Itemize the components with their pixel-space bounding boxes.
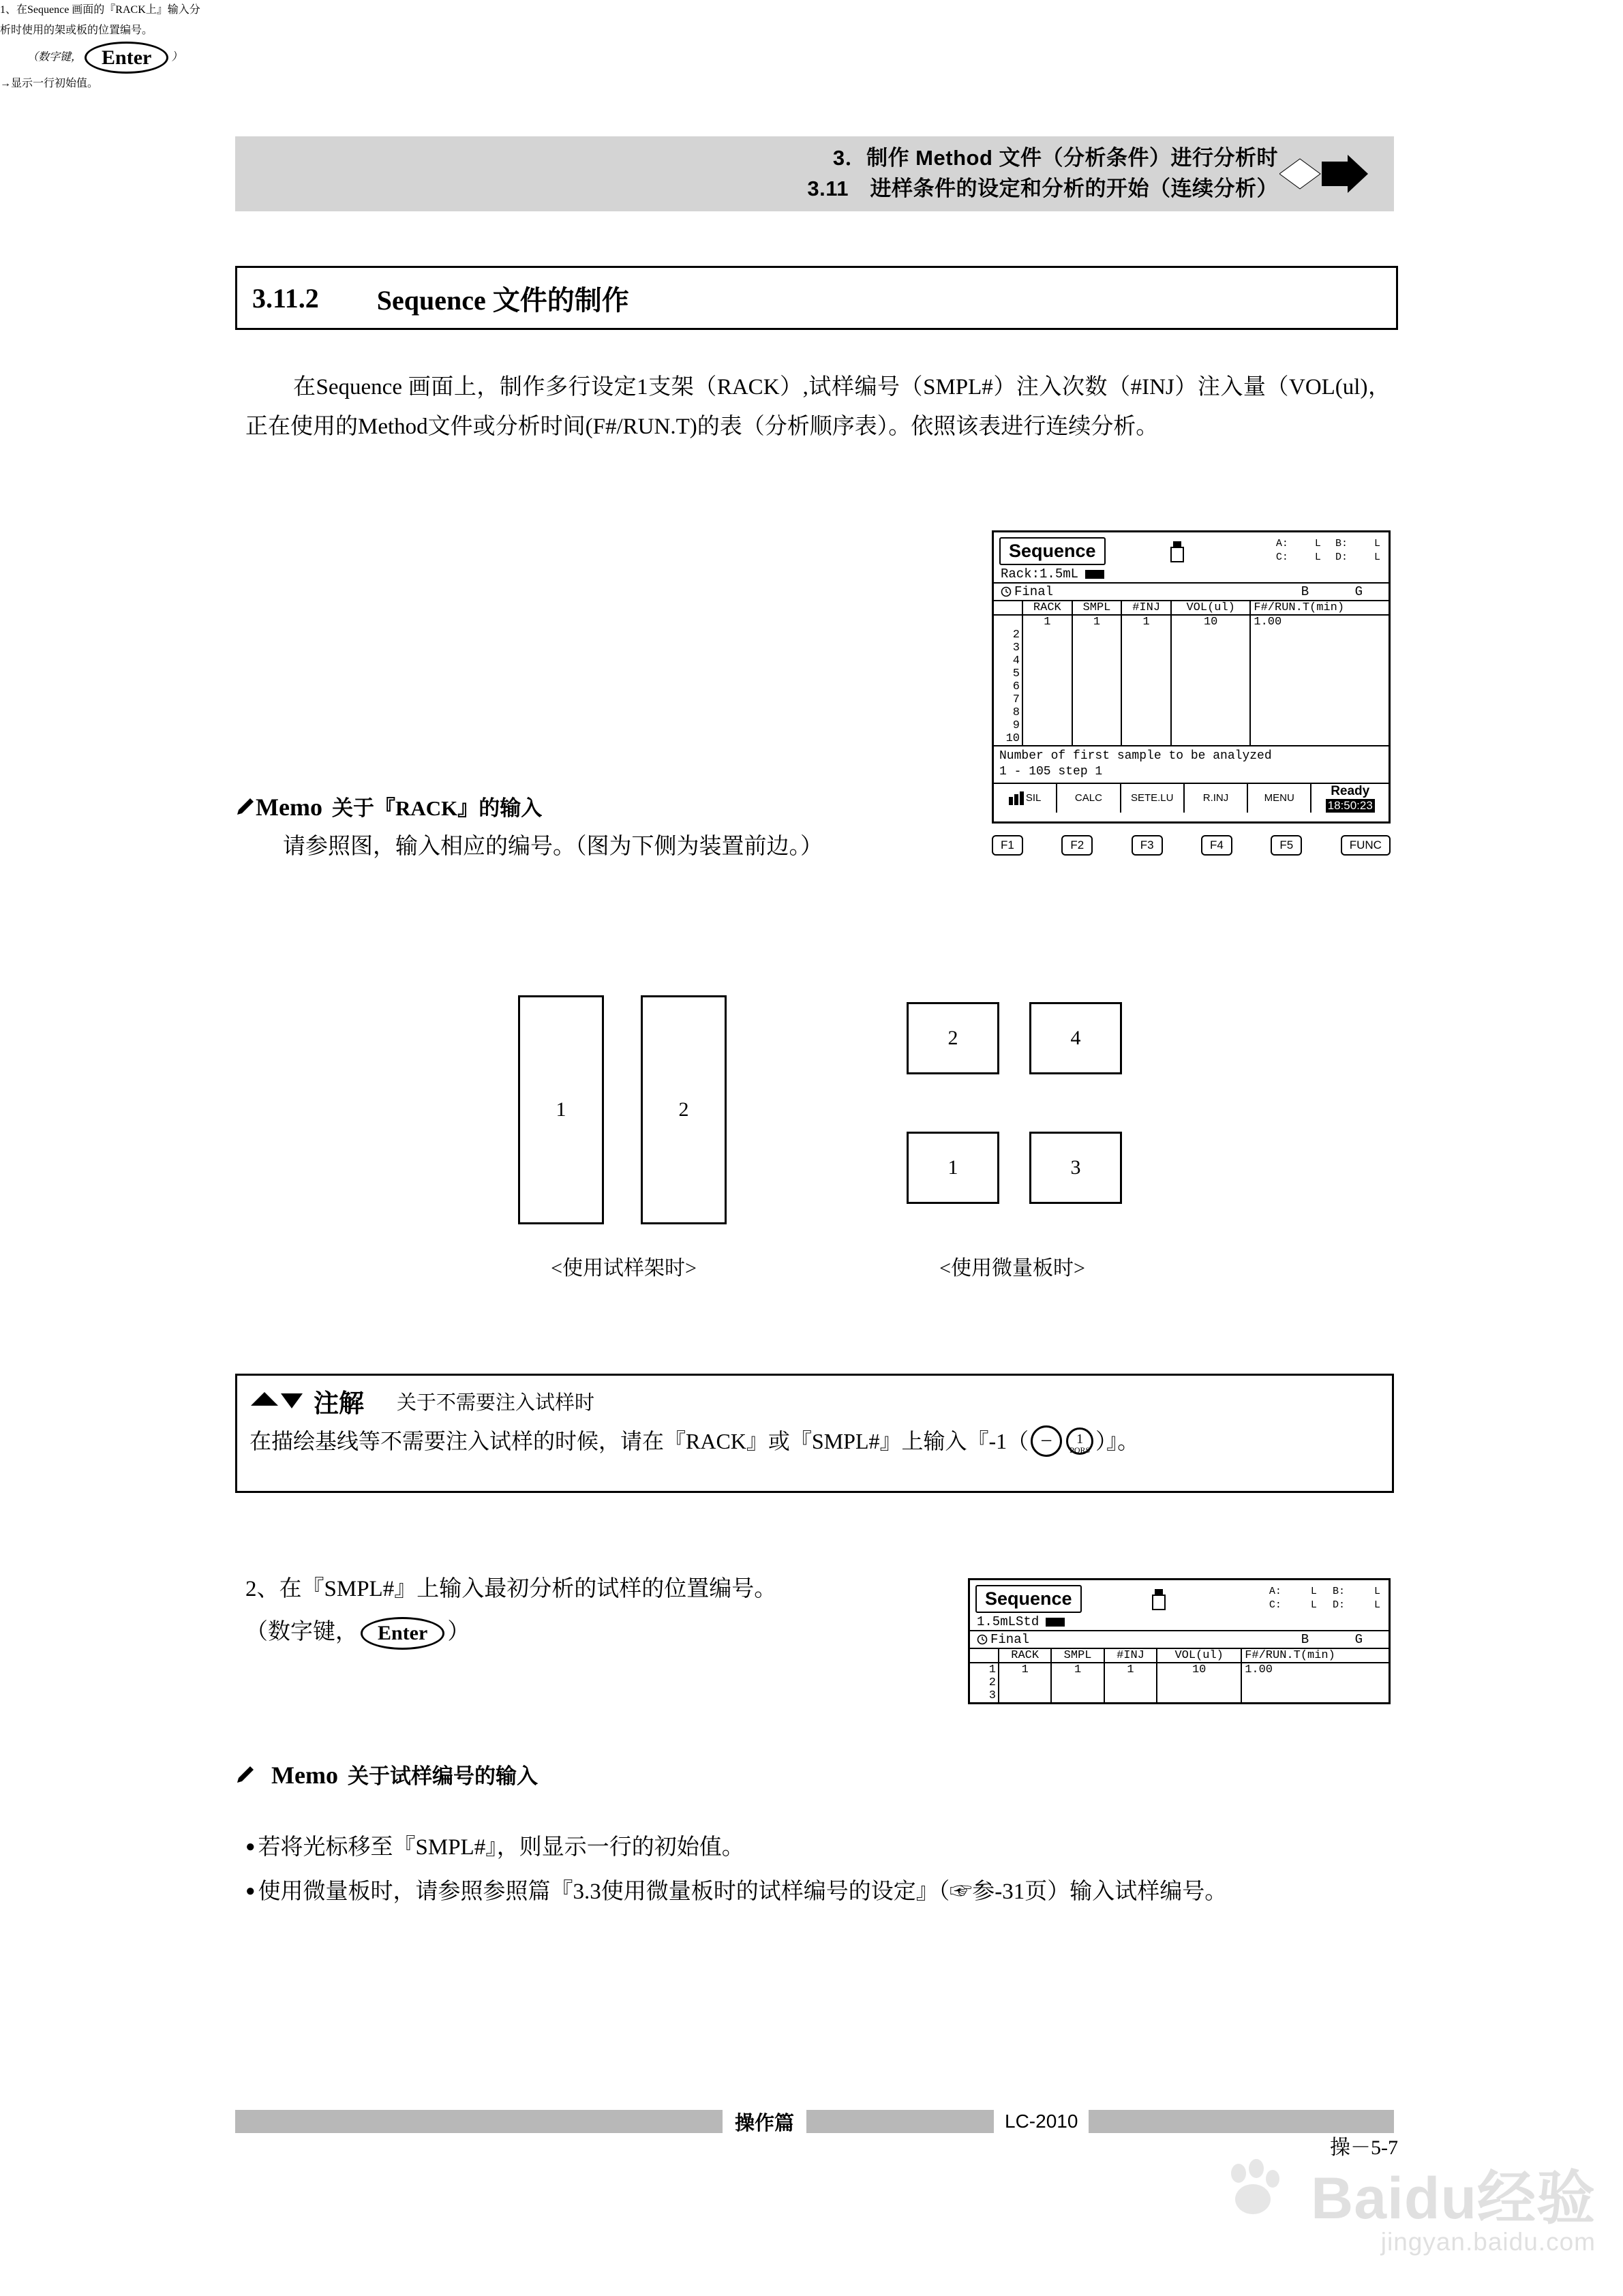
page-title: Sequence 文件的制作	[376, 284, 629, 316]
fkey-f1[interactable]: F1	[992, 835, 1023, 856]
lcd2-status-b-label: B:	[1332, 1586, 1345, 1597]
memo-1-subject: 关于『RACK』的输入	[331, 796, 543, 820]
col-frun: F#/RUN.T(min)	[1250, 601, 1389, 615]
lcd1-rack-value: Rack:1.5mL	[1001, 567, 1079, 581]
vial-icon-2	[1150, 1588, 1168, 1611]
fkey-f5[interactable]: F5	[1271, 835, 1302, 856]
cell-inj	[1121, 654, 1171, 667]
cell-index: 5	[994, 667, 1022, 680]
cell-smpl	[1072, 732, 1122, 745]
table-row	[994, 667, 1389, 680]
lcd2-sequence-table	[970, 1649, 1389, 1702]
cell-frun: 1.00	[1254, 616, 1282, 629]
lcd1-status-b-label: B:	[1335, 538, 1348, 549]
cell-index: 8	[994, 706, 1022, 719]
cell-vol	[1171, 667, 1250, 680]
step-2-block	[245, 1568, 859, 1653]
table-row	[994, 719, 1389, 732]
cell-frun	[1250, 680, 1389, 693]
page-number: 操－5-7	[1330, 2136, 1398, 2159]
table-row	[970, 1663, 1389, 1676]
cell-frun	[1250, 693, 1389, 706]
tray-caption: <使用试样架时>	[551, 1257, 697, 1280]
note-body-part-2: ）』。	[1095, 1429, 1140, 1453]
lcd2-rack-value: 1.5mLStd	[977, 1614, 1040, 1629]
step-1-result: →显示一行初始值。	[0, 78, 99, 90]
memo-1-heading	[235, 791, 815, 821]
arrow-icon	[1279, 153, 1382, 194]
cell-smpl: 1	[1072, 615, 1122, 629]
step-2-keyline-prefix: （数字键，	[245, 1619, 358, 1644]
lcd2-status-d-value: L	[1374, 1599, 1380, 1612]
note-box	[235, 1374, 1394, 1493]
footer-bar-left	[235, 2110, 723, 2133]
enter-key-2: Enter	[361, 1617, 444, 1650]
enter-key: Enter	[85, 42, 168, 74]
cell-rack	[1022, 667, 1072, 680]
cell-inj	[1121, 706, 1171, 719]
memo-1-body: 请参照图，输入相应的编号。（图为下侧为装置前边。）	[283, 834, 823, 859]
cell-rack	[1022, 641, 1072, 654]
cell-index: 2	[994, 629, 1022, 641]
cell-inj	[1121, 641, 1171, 654]
header-line-2: 3.11 进样条件的设定和分析的开始（连续分析）	[807, 177, 1278, 200]
memo-1-title: Memo	[256, 794, 322, 821]
cell-rack	[1022, 719, 1072, 732]
col-rack: RACK	[1022, 601, 1072, 615]
col-smpl: SMPL	[1072, 601, 1122, 615]
lcd1-status-c-value: L	[1314, 552, 1321, 564]
note-heading	[237, 1376, 1392, 1419]
cell-vol	[1171, 641, 1250, 654]
lcd2-status-row-2	[1269, 1599, 1380, 1612]
cell-rack	[1022, 629, 1072, 641]
cell-inj	[1121, 719, 1171, 732]
memo-2-subject: 关于试样编号的输入	[347, 1764, 538, 1788]
watermark	[1311, 2166, 1596, 2256]
lcd2-status	[1269, 1585, 1383, 1613]
memo-1-block	[235, 791, 823, 867]
tray-cell-2: 2	[641, 995, 727, 1224]
cell-inj	[1121, 732, 1171, 745]
cell-inj	[1121, 667, 1171, 680]
softkey-sil[interactable]: SIL	[994, 784, 1057, 813]
cell-frun	[1250, 667, 1389, 680]
cell-index: 4	[994, 654, 1022, 667]
table-header-row	[994, 601, 1389, 615]
lcd2-status-b-value: L	[1374, 1586, 1380, 1597]
cell-rack	[999, 1676, 1051, 1689]
cell-smpl	[1072, 641, 1122, 654]
step-1-keyline	[0, 42, 559, 74]
watermark-url: jingyan.baidu.com	[1380, 2228, 1596, 2256]
cell-index: 1	[970, 1663, 999, 1676]
table-row	[994, 629, 1389, 641]
fkey-f2[interactable]: F2	[1061, 835, 1093, 856]
lcd1-status	[1276, 537, 1383, 565]
lcd1-status-b-value: L	[1374, 538, 1380, 549]
lcd2-status-row-1	[1269, 1585, 1380, 1599]
step-1-block	[0, 0, 559, 95]
footer-bar-mid	[806, 2110, 994, 2133]
cell-smpl	[1072, 654, 1122, 667]
cell-rack	[1022, 693, 1072, 706]
softkey-setelu[interactable]: SETE.LU	[1121, 784, 1185, 813]
cell-smpl	[1072, 719, 1122, 732]
ready-label: Ready	[1331, 783, 1370, 798]
cell-vol	[1171, 680, 1250, 693]
lcd2-rack-marker	[1046, 1618, 1065, 1627]
note-body-part-1: 在描绘基线等不需要注入试样的时候，请在『RACK』或『SMPL#』上输入『-1（	[249, 1429, 1029, 1453]
cell-index: 2	[970, 1676, 999, 1689]
softkey-rinj[interactable]: R.INJ	[1185, 784, 1248, 813]
cell-index	[994, 615, 1022, 629]
cell-index: 7	[994, 693, 1022, 706]
lcd1-title: Sequence	[999, 537, 1106, 565]
plate-caption: <使用微量板时>	[939, 1257, 1085, 1280]
lcd1-top	[994, 532, 1389, 565]
table-header-row	[970, 1649, 1389, 1663]
lcd1-final-label: Final	[1014, 584, 1054, 599]
bullet-dot-icon: ●	[245, 1882, 256, 1901]
cell-smpl	[1072, 680, 1122, 693]
cell-vol	[1171, 719, 1250, 732]
section-title-box	[235, 266, 1398, 330]
minus-key: –	[1031, 1425, 1062, 1457]
section-number: 3.11.2	[252, 282, 319, 314]
col-index	[970, 1649, 999, 1663]
cell-inj: 1	[1104, 1663, 1157, 1676]
clock-icon-2	[977, 1634, 988, 1645]
fkey-func[interactable]: FUNC	[1341, 835, 1391, 856]
lcd1-status-a-value: L	[1314, 538, 1321, 549]
cell-frun	[1250, 719, 1389, 732]
step-1-line-2: 析时使用的架或板的位置编号。	[0, 25, 153, 37]
cell-index: 3	[970, 1689, 999, 1702]
plate-cell-4: 4	[1029, 1002, 1122, 1074]
cell-frun	[1250, 732, 1389, 745]
lcd1-softkey-bar	[994, 783, 1389, 813]
step-2-keyline	[245, 1611, 859, 1654]
step-1-line-1: 1、在Sequence 画面的『RACK上』输入分	[0, 4, 200, 16]
lcd2-title: Sequence	[975, 1585, 1082, 1613]
bullet-text-1: 若将光标移至『SMPL#』，则显示一行的初始值。	[258, 1835, 744, 1860]
intro-paragraph: 在Sequence 画面上，制作多行设定1支架（RACK）,试样编号（SMPL#）注入次数（#INJ）注入量（VOL(ul)，正在使用的Method文件或分析时间(F#/RUN.T)的表（分析顺序表）。依照该表进行连续分析。	[245, 375, 1391, 439]
note-title: 注解	[314, 1389, 364, 1417]
lcd-screen-sequence-1	[992, 530, 1391, 824]
cell-smpl	[1072, 706, 1122, 719]
cell-smpl	[1051, 1676, 1104, 1689]
cell-vol	[1171, 732, 1250, 745]
cell-smpl	[1072, 667, 1122, 680]
cell-smpl	[1072, 629, 1122, 641]
bullet-list	[245, 1827, 1397, 1916]
cell-vol	[1171, 693, 1250, 706]
lcd1-sequence-table	[994, 601, 1389, 745]
cell-index: 6	[994, 680, 1022, 693]
lcd1-status-row-2	[1276, 551, 1380, 564]
cell-rack: 1	[1022, 615, 1072, 629]
col-inj: #INJ	[1121, 601, 1171, 615]
paw-icon	[1222, 2158, 1284, 2220]
clock-value: 18:50:23	[1326, 799, 1375, 813]
table-row	[994, 693, 1389, 706]
cell-smpl: 1	[1051, 1663, 1104, 1676]
lcd-screen-sequence-2	[968, 1578, 1391, 1704]
footer-label: 操作篇	[735, 2112, 795, 2134]
lcd1-message-line-1: Number of first sample to be analyzed	[999, 749, 1272, 763]
cell-frun	[1250, 706, 1389, 719]
footer-bar-right	[1089, 2110, 1394, 2133]
cell-rack	[1022, 732, 1072, 745]
lcd1-status-d-label: D:	[1335, 552, 1348, 564]
cell-inj	[1104, 1676, 1157, 1689]
vial-icon	[1168, 540, 1186, 563]
cell-rack	[1022, 654, 1072, 667]
cell-frun	[1250, 641, 1389, 654]
bullet-text-2: 使用微量板时，请参照参照篇『3.3使用微量板时的试样编号的设定』（☞参-31页）输入试样编号。	[258, 1879, 1228, 1905]
cell-rack	[999, 1689, 1051, 1702]
table-row	[994, 680, 1389, 693]
lcd1-status-indicator	[1311, 784, 1389, 813]
table-row	[994, 641, 1389, 654]
cell-frun	[1250, 654, 1389, 667]
col-inj: #INJ	[1104, 1649, 1157, 1663]
lcd1-status-d-value: L	[1374, 552, 1380, 564]
fkey-f3[interactable]: F3	[1132, 835, 1163, 856]
cell-smpl	[1072, 693, 1122, 706]
lcd1-status-row	[1276, 537, 1380, 551]
table-row	[970, 1676, 1389, 1689]
cell-inj	[1104, 1689, 1157, 1702]
fkey-f4[interactable]: F4	[1201, 835, 1232, 856]
lcd2-final-label: Final	[990, 1632, 1030, 1647]
lcd1-final-right: B G	[1301, 584, 1382, 599]
softkey-calc[interactable]: CALC	[1057, 784, 1121, 813]
cell-frun	[1241, 1689, 1389, 1702]
lcd2-rack-line	[970, 1613, 1389, 1630]
lcd1-rack-marker	[1085, 570, 1104, 579]
step-1-keyline-suffix: ）	[171, 51, 183, 63]
page-footer	[235, 2110, 1394, 2133]
lcd2-status-d-label: D:	[1332, 1599, 1345, 1612]
tray-cell-1: 1	[518, 995, 604, 1224]
header-line-1: 3．制作 Method 文件（分析条件）进行分析时	[832, 146, 1278, 170]
cell-frun	[1250, 629, 1389, 641]
cell-frun	[1241, 1676, 1389, 1689]
warning-triangle-icon	[249, 1389, 308, 1413]
function-key-row	[992, 835, 1391, 856]
cell-rack: 1	[999, 1663, 1051, 1676]
col-index	[994, 601, 1022, 615]
cell-vol	[1171, 706, 1250, 719]
note-body	[237, 1419, 1392, 1457]
plate-cell-2: 2	[907, 1002, 999, 1074]
cell-vol: 10	[1157, 1663, 1241, 1676]
plate-cell-3: 3	[1029, 1132, 1122, 1204]
lcd2-final-row	[970, 1630, 1389, 1649]
cell-frun: 1.00	[1245, 1663, 1273, 1676]
note-subject: 关于不需要注入试样时	[397, 1391, 595, 1414]
cell-index: 9	[994, 719, 1022, 732]
table-row	[994, 615, 1389, 629]
footer-model: LC-2010	[1005, 2111, 1078, 2132]
lcd1-status-a-label: A:	[1275, 538, 1288, 549]
cell-index: 10	[994, 732, 1022, 745]
step-1-keyline-prefix: （数字键，	[27, 51, 82, 63]
cell-inj: 1	[1121, 615, 1171, 629]
cell-smpl	[1051, 1689, 1104, 1702]
memo-2-block	[235, 1759, 985, 1789]
bullet-dot-icon: ●	[245, 1838, 256, 1856]
col-smpl: SMPL	[1051, 1649, 1104, 1663]
col-frun: F#/RUN.T(min)	[1241, 1649, 1389, 1663]
cell-rack	[1022, 680, 1072, 693]
step-2-keyline-suffix: ）	[447, 1619, 470, 1644]
cell-vol	[1171, 654, 1250, 667]
lcd1-final-row	[994, 582, 1389, 601]
cell-inj	[1121, 680, 1171, 693]
table-row	[970, 1689, 1389, 1702]
watermark-title: Baidu经验	[1311, 2166, 1596, 2231]
clock-icon	[1001, 586, 1012, 597]
lcd2-status-a-value: L	[1310, 1586, 1317, 1597]
bars-icon	[1009, 791, 1024, 805]
cell-inj	[1121, 693, 1171, 706]
micro-plate-diagram	[907, 1002, 1179, 1280]
table-row	[994, 706, 1389, 719]
lcd1-status-c-label: C:	[1275, 552, 1288, 564]
lcd1-rack-line	[994, 565, 1389, 582]
cell-vol: 10	[1171, 615, 1250, 629]
list-item	[245, 1871, 1397, 1913]
step-2-line-1: 2、在『SMPL#』上输入最初分析的试样的位置编号。	[245, 1577, 777, 1601]
memo-2-heading	[235, 1759, 985, 1789]
lcd2-status-c-value: L	[1310, 1599, 1317, 1612]
col-vol: VOL(ul)	[1171, 601, 1250, 615]
lcd2-status-c-label: C:	[1269, 1599, 1281, 1612]
cell-vol	[1171, 629, 1250, 641]
numeric-key-1: 1 PQRS	[1066, 1428, 1093, 1455]
memo-2-title: Memo	[271, 1762, 338, 1789]
softkey-menu[interactable]: MENU	[1248, 784, 1311, 813]
lcd2-final-right: B G	[1301, 1632, 1382, 1647]
cell-rack	[1022, 706, 1072, 719]
lcd2-status-a-label: A:	[1269, 1586, 1281, 1597]
col-rack: RACK	[999, 1649, 1051, 1663]
lcd1-message	[994, 745, 1389, 783]
lcd2-top	[970, 1580, 1389, 1613]
plate-cell-1: 1	[907, 1132, 999, 1204]
list-item	[245, 1827, 1397, 1869]
sample-tray-diagram	[518, 995, 763, 1280]
cell-vol	[1157, 1676, 1241, 1689]
cell-index: 3	[994, 641, 1022, 654]
page-header	[235, 136, 1394, 211]
table-row	[994, 654, 1389, 667]
cell-inj	[1121, 629, 1171, 641]
cell-vol	[1157, 1689, 1241, 1702]
lcd1-message-line-2: 1 - 105 step 1	[999, 765, 1103, 779]
col-vol: VOL(ul)	[1157, 1649, 1241, 1663]
pen-icon	[235, 797, 256, 817]
pen-icon-2	[235, 1765, 256, 1785]
table-row	[994, 732, 1389, 745]
